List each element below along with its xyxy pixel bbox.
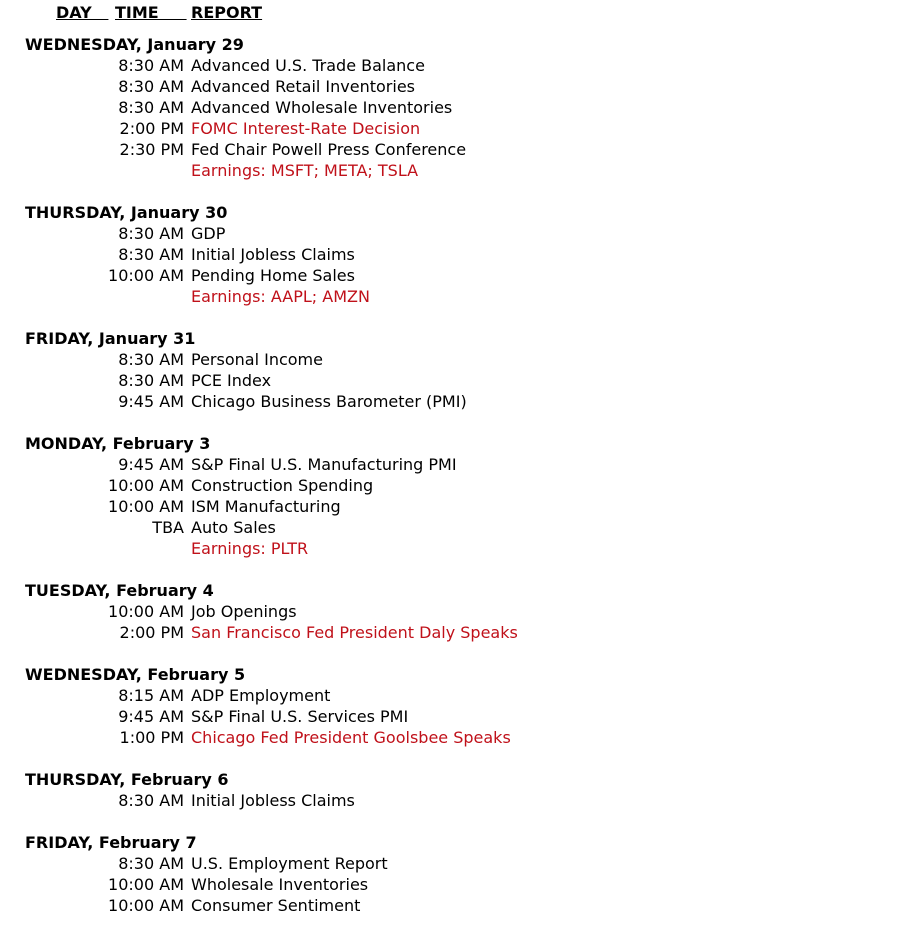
event-time: 1:00 PM (119, 728, 184, 747)
event-row (0, 391, 897, 412)
event-row (0, 97, 897, 118)
event-row (0, 160, 897, 181)
day-title: TUESDAY, February 4 (25, 581, 214, 600)
event-report: Advanced Wholesale Inventories (191, 98, 453, 117)
day-title: FRIDAY, February 7 (25, 833, 197, 852)
event-report: FOMC Interest-Rate Decision (191, 119, 421, 138)
event-report: Earnings: AAPL; AMZN (191, 287, 370, 306)
event-report: S&P Final U.S. Manufacturing PMI (191, 455, 457, 474)
event-time: 8:30 AM (118, 56, 184, 75)
event-time: 8:15 AM (118, 686, 184, 705)
event-row (0, 706, 897, 727)
event-time: 2:00 PM (119, 119, 184, 138)
event-report: Chicago Business Barometer (PMI) (191, 392, 467, 411)
event-row (0, 223, 897, 244)
event-report: ISM Manufacturing (191, 497, 341, 516)
event-row (0, 622, 897, 643)
event-report: San Francisco Fed President Daly Speaks (191, 623, 518, 642)
event-time: 10:00 AM (108, 476, 184, 495)
economic-calendar (0, 34, 897, 937)
event-row (0, 349, 897, 370)
header-day: DAY (56, 3, 109, 22)
event-time: 8:30 AM (118, 854, 184, 873)
event-row (0, 454, 897, 475)
event-report: Initial Jobless Claims (191, 245, 355, 264)
event-report: Fed Chair Powell Press Conference (191, 140, 467, 159)
event-row (0, 895, 897, 916)
day-block (0, 769, 897, 811)
event-report: Chicago Fed President Goolsbee Speaks (191, 728, 511, 747)
event-report: GDP (191, 224, 226, 243)
day-title: THURSDAY, January 30 (25, 203, 228, 222)
day-title: WEDNESDAY, February 5 (25, 665, 246, 684)
event-report: Consumer Sentiment (191, 896, 361, 915)
event-report: Earnings: MSFT; META; TSLA (191, 161, 419, 180)
event-report: Wholesale Inventories (191, 875, 369, 894)
event-time: 10:00 AM (108, 602, 184, 621)
event-time: 9:45 AM (118, 707, 184, 726)
day-block (0, 664, 897, 748)
event-report: ADP Employment (191, 686, 331, 705)
event-row (0, 265, 897, 286)
event-report: Advanced Retail Inventories (191, 77, 415, 96)
event-row (0, 76, 897, 97)
event-row (0, 874, 897, 895)
day-title: THURSDAY, February 6 (25, 770, 229, 789)
event-row (0, 601, 897, 622)
day-block (0, 202, 897, 307)
event-time: TBA (152, 518, 184, 537)
event-row (0, 475, 897, 496)
event-row (0, 286, 897, 307)
event-time: 8:30 AM (118, 98, 184, 117)
event-time: 10:00 AM (108, 896, 184, 915)
column-header (0, 3, 400, 24)
event-time: 8:30 AM (118, 371, 184, 390)
event-time: 10:00 AM (108, 497, 184, 516)
event-row (0, 538, 897, 559)
day-title: FRIDAY, January 31 (25, 329, 196, 348)
event-time: 8:30 AM (118, 224, 184, 243)
event-time: 9:45 AM (118, 392, 184, 411)
event-time: 8:30 AM (118, 350, 184, 369)
day-block (0, 832, 897, 916)
event-time: 2:00 PM (119, 623, 184, 642)
event-row (0, 244, 897, 265)
event-report: PCE Index (191, 371, 272, 390)
event-report: Construction Spending (191, 476, 374, 495)
event-report: Advanced U.S. Trade Balance (191, 56, 425, 75)
event-report: Personal Income (191, 350, 323, 369)
event-row (0, 55, 897, 76)
event-report: Initial Jobless Claims (191, 791, 355, 810)
event-time: 8:30 AM (118, 791, 184, 810)
event-time: 10:00 AM (108, 875, 184, 894)
event-row (0, 517, 897, 538)
event-report: Pending Home Sales (191, 266, 355, 285)
event-row (0, 496, 897, 517)
event-row (0, 685, 897, 706)
event-time: 9:45 AM (118, 455, 184, 474)
event-row (0, 853, 897, 874)
event-time: 10:00 AM (108, 266, 184, 285)
event-time: 8:30 AM (118, 245, 184, 264)
event-report: U.S. Employment Report (191, 854, 388, 873)
header-report: REPORT (191, 3, 263, 22)
event-report: Earnings: PLTR (191, 539, 309, 558)
event-time: 2:30 PM (119, 140, 184, 159)
event-report: Auto Sales (191, 518, 276, 537)
event-row (0, 118, 897, 139)
event-row (0, 370, 897, 391)
day-block (0, 433, 897, 559)
event-row (0, 727, 897, 748)
day-block (0, 34, 897, 181)
event-row (0, 139, 897, 160)
event-report: Job Openings (191, 602, 297, 621)
header-time: TIME (115, 3, 187, 22)
day-title: MONDAY, February 3 (25, 434, 211, 453)
event-report: S&P Final U.S. Services PMI (191, 707, 409, 726)
event-row (0, 790, 897, 811)
day-title: WEDNESDAY, January 29 (25, 35, 244, 54)
event-time: 8:30 AM (118, 77, 184, 96)
day-block (0, 580, 897, 643)
day-block (0, 328, 897, 412)
